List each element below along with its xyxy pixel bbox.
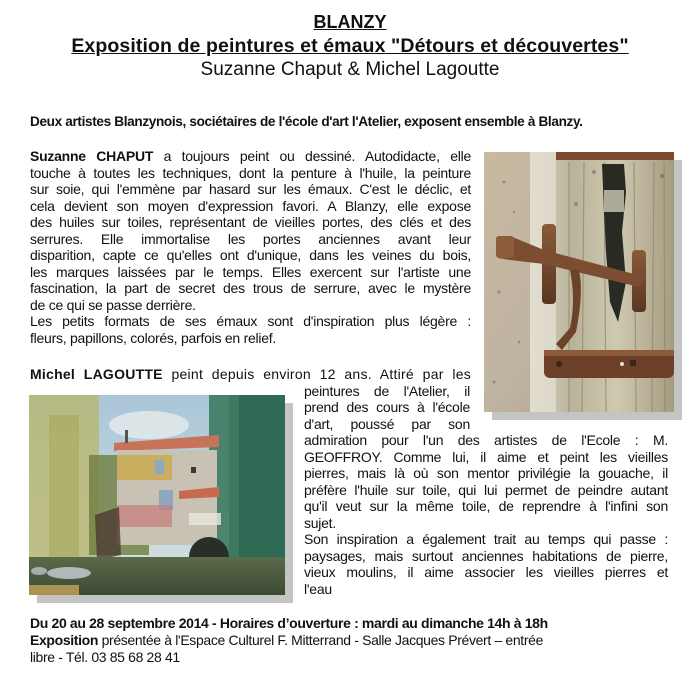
text-line: disparition, capte ce qu'elles ont d'unique, dans les veines du bois, bbox=[30, 247, 471, 263]
text-fragment: peint depuis environ 12 ans. Attiré par les bbox=[162, 366, 471, 382]
text-line: prend des cours à l'école bbox=[304, 399, 470, 415]
text-line: peintures de l'Atelier, il bbox=[304, 382, 470, 399]
text-line bbox=[30, 148, 471, 165]
text-line: d'art, poussé par son bbox=[304, 415, 470, 432]
door-painting-image bbox=[484, 152, 674, 412]
text-line: Son inspiration a également trait au temps qui passe : bbox=[304, 531, 668, 547]
exhibition-label: Exposition bbox=[30, 632, 99, 648]
chaput-paragraph bbox=[30, 148, 471, 346]
text-line: fleurs, papillons, colorés, parfois en relief. bbox=[30, 329, 277, 346]
lagoutte-first-line bbox=[30, 366, 471, 383]
text-line: serrures. Elle immortalise les portes anciennes avant leur bbox=[30, 230, 471, 247]
text-line: paysages, mais surtout anciennes habitations de pierre, bbox=[304, 547, 668, 564]
door-painting bbox=[484, 152, 674, 412]
exhibition-dates: Du 20 au 28 septembre 2014 - Horaires d’ouverture : mardi au dimanche 14h à 18h bbox=[30, 615, 548, 631]
text-line: des huiles sur toiles, représentant de vieilles portes, des clés et des bbox=[30, 214, 471, 230]
mill-painting-image bbox=[29, 395, 285, 595]
text-line: fascination, la part de secret des trous de serrure, avec le mystère bbox=[30, 280, 471, 296]
page-title: BLANZY bbox=[313, 12, 387, 32]
text-line: pierres, mais là où son mentor privilégie la gouache, il bbox=[304, 465, 668, 481]
text-line: préfère l'huile sur toile, qui lui permet de peindre autant bbox=[304, 481, 668, 498]
lagoutte-wide-lines bbox=[304, 432, 668, 597]
intro-text: Deux artistes Blanzynois, sociétaires de l'école d'art l'Atelier, exposent ensemble à Blanzy. bbox=[30, 114, 583, 129]
text-line: sujet. bbox=[304, 514, 336, 531]
text-line: vieux moulins, il aime associer les vieilles pierres et bbox=[304, 564, 668, 580]
text-line bbox=[30, 366, 471, 383]
text-line: qu'il veut sur la même toile, de reprendre à l'infini son bbox=[304, 498, 668, 514]
text-line: admiration pour l'un des artistes de l'Ecole : M. bbox=[304, 432, 668, 448]
artist-name: Suzanne CHAPUT bbox=[30, 148, 154, 164]
text-line: cela devient son moyen d'expression favori. A Blanzy, elle expose bbox=[30, 197, 471, 214]
text-line: GEOFFROY. Comme lui, il aime et peint les vieilles bbox=[304, 448, 668, 465]
exhibition-location bbox=[30, 632, 548, 649]
footer bbox=[30, 615, 548, 666]
artist-name: Michel LAGOUTTE bbox=[30, 366, 163, 382]
exhibition-title: Exposition de peintures et émaux "Détours et découvertes" bbox=[71, 35, 629, 57]
text-line: de ce qui se passe derrière. bbox=[30, 296, 196, 313]
mill-painting bbox=[29, 395, 285, 595]
text-line: Les petits formats de ses émaux sont d'inspiration plus légère : bbox=[30, 313, 471, 329]
location-text: présentée à l'Espace Culturel F. Mitterrand - Salle Jacques Prévert – entrée bbox=[98, 632, 544, 648]
lagoutte-narrow-lines bbox=[304, 383, 470, 433]
text-fragment: a toujours peint ou dessiné. Autodidacte, elle bbox=[153, 148, 471, 164]
artists-names: Suzanne Chaput & Michel Lagoutte bbox=[200, 59, 500, 80]
text-line: touche à toutes les techniques, dont la penture à l'huile, la peinture bbox=[30, 164, 471, 181]
exhibition-contact: libre - Tél. 03 85 68 28 41 bbox=[30, 649, 180, 665]
text-line: les marques laissées par le temps. Elles exercent sur l'artiste une bbox=[30, 263, 471, 280]
text-line: l'eau bbox=[304, 580, 332, 597]
text-line: sur soie, qui l'emmène par hasard sur les émaux. C'est le déclic, et bbox=[30, 181, 471, 197]
